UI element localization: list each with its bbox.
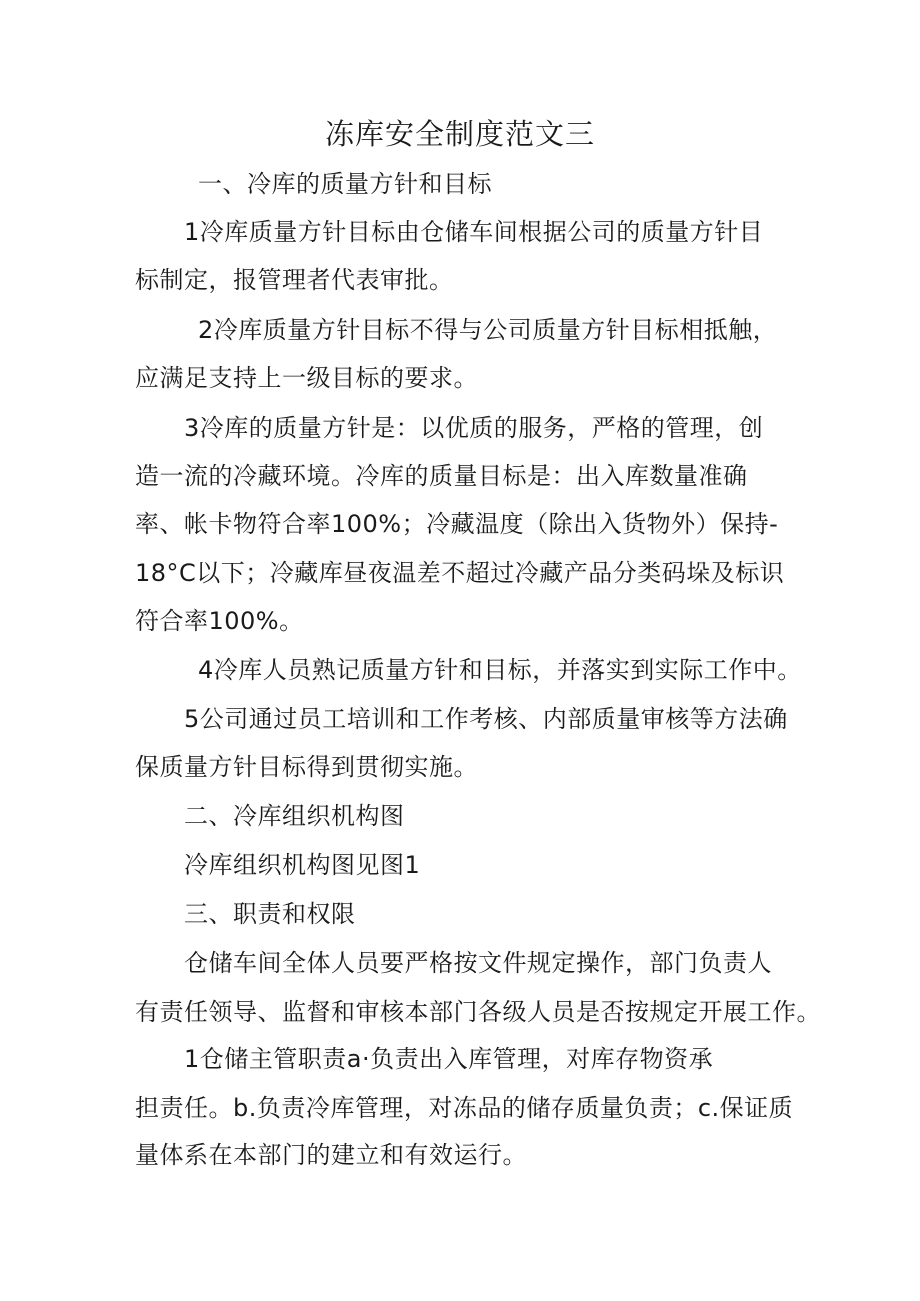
paragraph-line: 5公司通过员工培训和工作考核、内部质量审核等方法确 [184, 705, 788, 733]
paragraph-line: 应满足支持上一级目标的要求。 [135, 364, 478, 392]
section-heading-1: 一、冷库的质量方针和目标 [198, 170, 492, 198]
paragraph-line: 1冷库质量方针目标由仓储车间根据公司的质量方针目 [184, 218, 764, 246]
paragraph-line: 符合率100%。 [135, 607, 304, 635]
paragraph-line: 仓储车间全体人员要严格按文件规定操作，部门负责人 [184, 949, 772, 977]
paragraph-line: 3冷库的质量方针是：以优质的服务，严格的管理，创 [184, 414, 764, 442]
paragraph-line: 4冷库人员熟记质量方针和目标，并落实到实际工作中。 [198, 656, 802, 684]
paragraph-line: 标制定，报管理者代表审批。 [135, 266, 454, 294]
paragraph-line: 担责任。b.负责冷库管理，对冻品的储存质量负责；c.保证质 [135, 1094, 794, 1122]
paragraph-line: 冷库组织机构图见图1 [184, 851, 421, 879]
paragraph-line: 2冷库质量方针目标不得与公司质量方针目标相抵触， [198, 316, 778, 344]
paragraph-line: 有责任领导、监督和审核本部门各级人员是否按规定开展工作。 [135, 998, 821, 1026]
section-heading-3: 三、职责和权限 [184, 900, 356, 928]
paragraph-line: 量体系在本部门的建立和有效运行。 [135, 1141, 527, 1169]
section-heading-2: 二、冷库组织机构图 [184, 802, 405, 830]
paragraph-line: 造一流的冷藏环境。冷库的质量目标是：出入库数量准确 [135, 462, 748, 490]
paragraph-line: 保质量方针目标得到贯彻实施。 [135, 753, 478, 781]
paragraph-line: 18°C以下；冷藏库昼夜温差不超过冷藏产品分类码垛及标识 [135, 559, 785, 587]
paragraph-line: 1仓储主管职责a·负责出入库管理，对库存物资承 [184, 1045, 714, 1073]
document-title: 冻库安全制度范文三 [324, 117, 595, 151]
paragraph-line: 率、帐卡物符合率100%；冷藏温度（除出入货物外）保持- [135, 510, 779, 538]
